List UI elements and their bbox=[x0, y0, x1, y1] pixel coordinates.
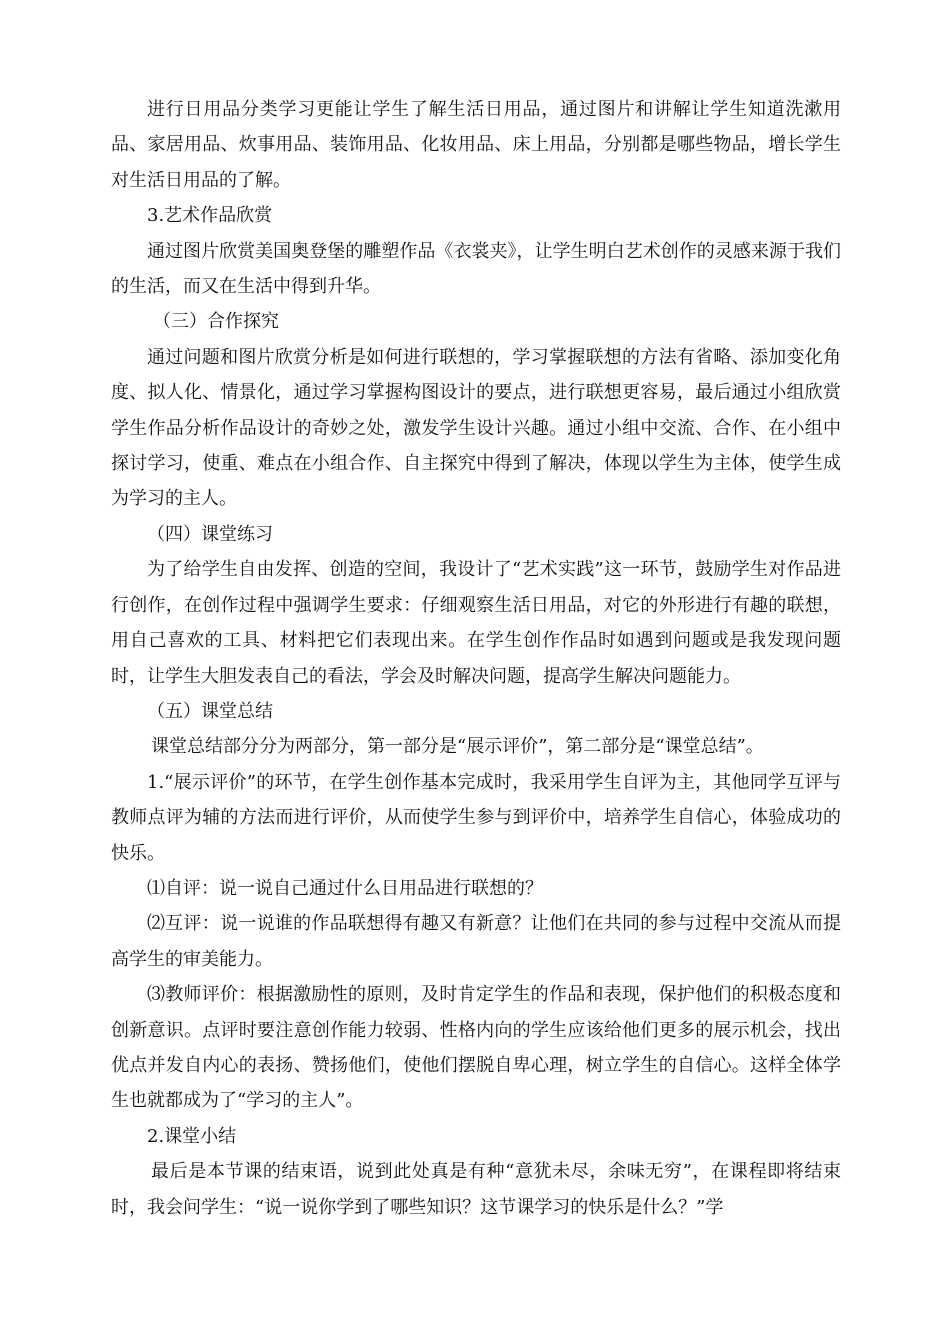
paragraph-peer-evaluation: ⑵互评：说一说谁的作品联想得有趣又有新意？让他们在共同的参与过程中交流从而提高学生的审美能力。 bbox=[111, 913, 841, 970]
paragraph-daily-goods-classification: 进行日用品分类学习更能让学生了解生活日用品，通过图片和讲解让学生知道洗漱用品、家居用品、炊事用品、装饰用品、化妆用品、床上用品，分别都是哪些物品，增长学生对生活日用品的了解。 bbox=[111, 99, 841, 191]
heading-cooperative-inquiry: （三）合作探究 bbox=[153, 311, 279, 333]
paragraph-closing-remarks: 最后是本节课的结束语，说到此处真是有种“意犹未尽，余味无穷”，在课程即将结束时，我会问学生：“说一说你学到了哪些知识？这节课学习的快乐是什么？”学 bbox=[111, 1161, 841, 1218]
heading-class-wrapup: 2.课堂小结 bbox=[147, 1125, 237, 1147]
paragraph-cooperative-inquiry: 通过问题和图片欣赏分析是如何进行联想的，学习掌握联想的方法有省略、添加变化角度、拟人化、情景化，通过学习掌握构图设计的要点，进行联想更容易，最后通过小组欣赏学生作品分析作品设计的奇妙之处，激发学生设计兴趣。通过小组中交流、合作、在小组中探讨学习，使重、难点在小组合作、自主探究中得到了解决，体现以学生为主体，使学生成为学习的主人。 bbox=[111, 346, 841, 510]
paragraph-self-evaluation: ⑴自评：说一说自己通过什么日用品进行联想的？ bbox=[147, 877, 543, 899]
heading-classroom-summary: （五）课堂总结 bbox=[147, 700, 273, 722]
document-body bbox=[111, 92, 841, 1225]
heading-classroom-practice: （四）课堂练习 bbox=[147, 523, 273, 545]
paragraph-display-evaluation: 1.“展示评价”的环节，在学生创作基本完成时，我采用学生自评为主，其他同学互评与教师点评为辅的方法而进行评价，从而使学生参与到评价中，培养学生自信心，体验成功的快乐。 bbox=[111, 771, 841, 864]
paragraph-teacher-evaluation: ⑶教师评价：根据激励性的原则，及时肯定学生的作品和表现，保护他们的积极态度和创新意识。点评时要注意创作能力较弱、性格内向的学生应该给他们更多的展示机会，找出优点并发自内心的表扬、赞扬他们，使他们摆脱自卑心理，树立学生的自信心。这样全体学生也就都成为了“学习的主人”。 bbox=[111, 984, 841, 1112]
paragraph-summary-intro: 课堂总结部分分为两部分，第一部分是“展示评价”，第二部分是“课堂总结”。 bbox=[151, 736, 764, 758]
paragraph-classroom-practice: 为了给学生自由发挥、创造的空间，我设计了“艺术实践”这一环节，鼓励学生对作品进行创作，在创作过程中强调学生要求：仔细观察生活日用品，对它的外形进行有趣的联想，用自己喜欢的工具、材料把它们表现出来。在学生创作作品时如遇到问题或是我发现问题时，让学生大胆发表自己的看法，学会及时解决问题，提高学生解决问题能力。 bbox=[111, 559, 841, 687]
paragraph-art-appreciation: 通过图片欣赏美国奥登堡的雕塑作品《衣裳夹》，让学生明白艺术创作的灵感来源于我们的生活，而又在生活中得到升华。 bbox=[111, 240, 841, 298]
heading-art-appreciation: 3.艺术作品欣赏 bbox=[147, 205, 273, 227]
